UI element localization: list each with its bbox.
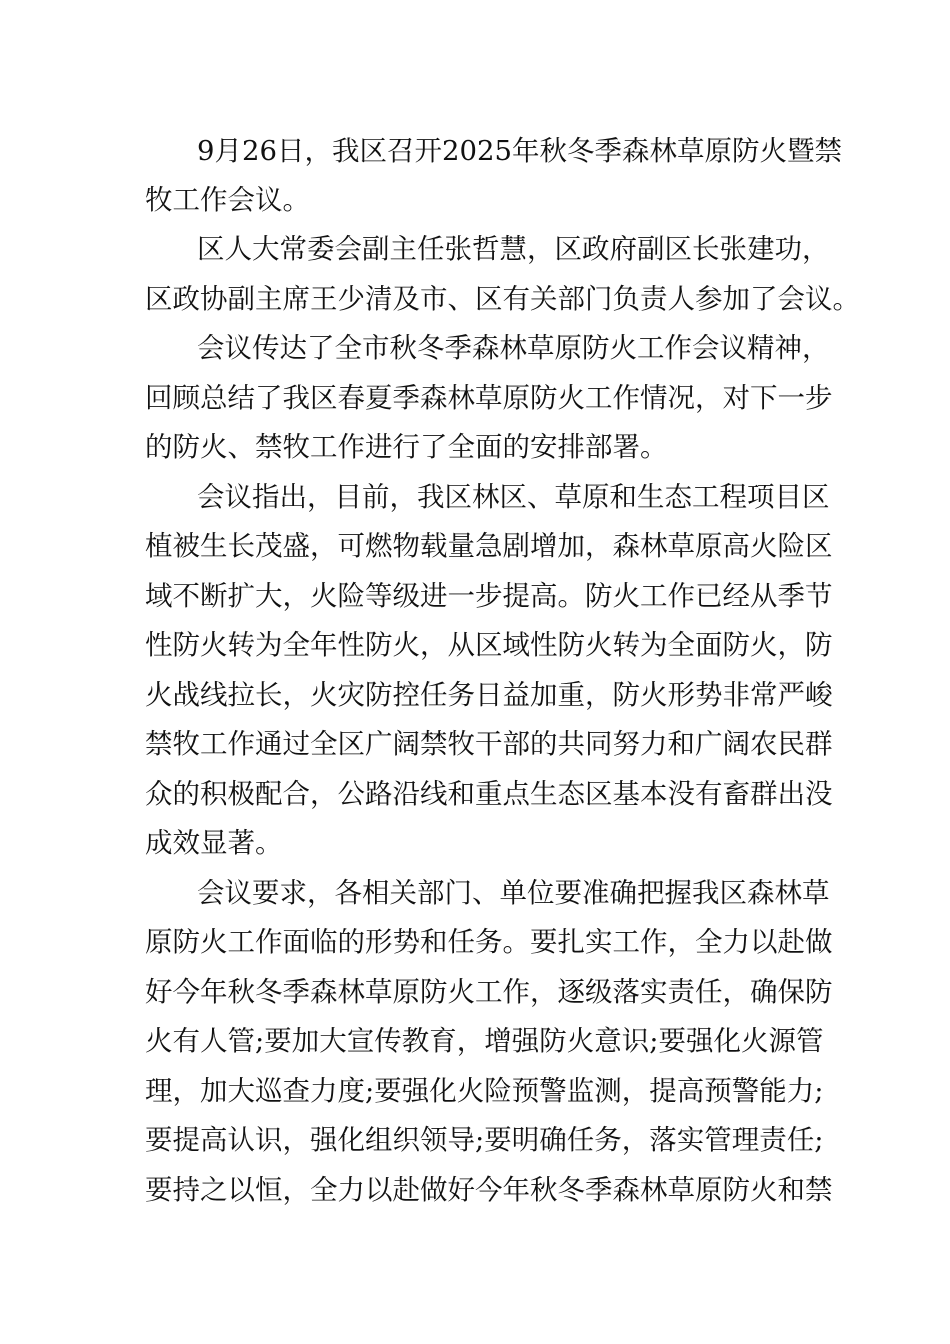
paragraph-5-line-1: 会议要求，各相关部门、单位要准确把握我区森林草 [197, 877, 830, 909]
paragraph-4-line-1: 会议指出，目前，我区林区、草原和生态工程项目区 [197, 481, 830, 513]
paragraph-5-line-7: 要持之以恒，全力以赴做好今年秋冬季森林草原防火和禁 [145, 1174, 833, 1206]
paragraph-1-line-2: 牧工作会议。 [145, 184, 310, 216]
paragraph-5-line-2: 原防火工作面临的形势和任务。要扎实工作，全力以赴做 [145, 926, 833, 958]
paragraph-2-line-2: 区政协副主席王少清及市、区有关部门负责人参加了会议。 [145, 283, 860, 315]
paragraph-3-line-1: 会议传达了全市秋冬季森林草原防火工作会议精神， [197, 332, 830, 364]
paragraph-4-line-2: 植被生长茂盛，可燃物载量急剧增加，森林草原高火险区 [145, 530, 833, 562]
paragraph-4-line-3: 域不断扩大，火险等级进一步提高。防火工作已经从季节 [145, 580, 833, 612]
paragraph-1-line-1: 9月26日，我区召开2025年秋冬季森林草原防火暨禁 [197, 135, 842, 167]
paragraph-2-line-1: 区人大常委会副主任张哲慧，区政府副区长张建功， [197, 233, 830, 265]
paragraph-4-line-6: 禁牧工作通过全区广阔禁牧干部的共同努力和广阔农民群 [145, 728, 833, 760]
paragraph-5-line-3: 好今年秋冬季森林草原防火工作，逐级落实责任，确保防 [145, 976, 833, 1008]
paragraph-4-line-7: 众的积极配合，公路沿线和重点生态区基本没有畜群出没 [145, 778, 833, 810]
paragraph-4-line-8: 成效显著。 [145, 827, 283, 859]
paragraph-5-line-4: 火有人管;要加大宣传教育，增强防火意识;要强化火源管 [145, 1025, 824, 1057]
paragraph-5-line-6: 要提高认识，强化组织领导;要明确任务，落实管理责任; [145, 1124, 824, 1156]
paragraph-4-line-5: 火战线拉长，火灾防控任务日益加重，防火形势非常严峻 [145, 679, 833, 711]
paragraph-5-line-5: 理，加大巡查力度;要强化火险预警监测，提高预警能力; [145, 1075, 824, 1107]
paragraph-3-line-2: 回顾总结了我区春夏季森林草原防火工作情况，对下一步 [145, 382, 833, 414]
paragraph-4-line-4: 性防火转为全年性防火，从区域性防火转为全面防火，防 [145, 629, 833, 661]
paragraph-3-line-3: 的防火、禁牧工作进行了全面的安排部署。 [145, 431, 668, 463]
